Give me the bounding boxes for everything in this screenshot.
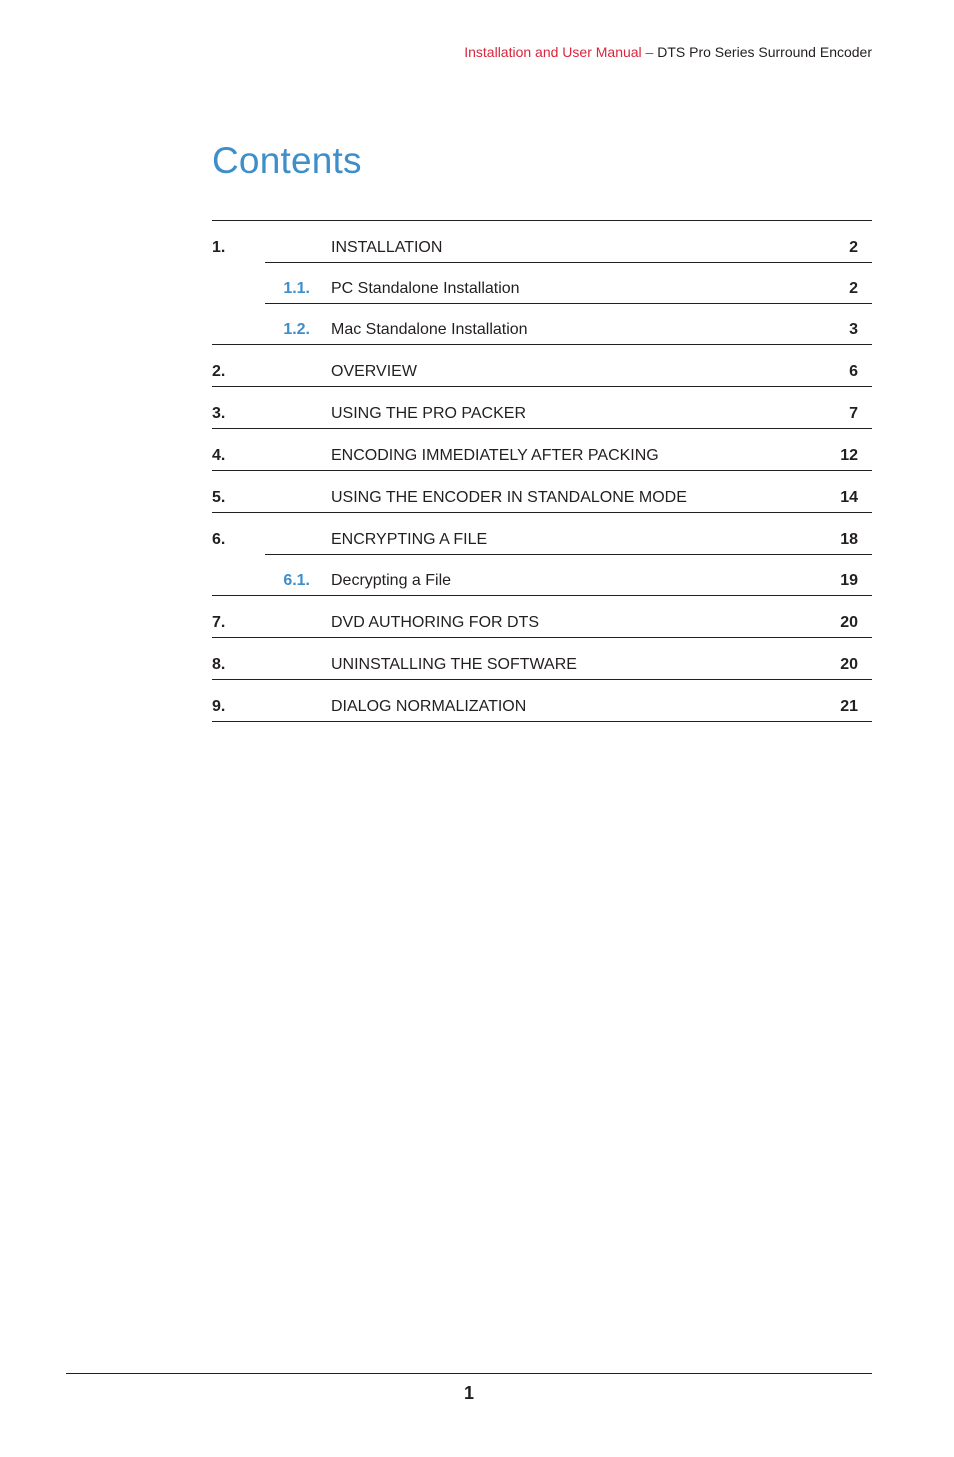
toc-subentry-page: 19 [840,572,858,589]
toc-subentry-label: Mac Standalone Installation [331,321,528,338]
toc-entry[interactable] [212,680,872,722]
toc-subentry-number: 6.1. [283,572,310,589]
toc-entry[interactable] [212,387,872,429]
toc-entry-page: 21 [840,698,858,715]
toc-entry-label: USING THE ENCODER IN STANDALONE MODE [331,489,687,506]
footer-divider [66,1373,872,1374]
toc-entry-label: DVD AUTHORING FOR DTS [331,614,540,631]
toc-entry[interactable] [212,429,872,471]
toc-entry-number: 2. [212,363,226,380]
toc-entry-page: 2 [849,239,858,256]
toc-entry-number: 8. [212,656,226,673]
toc-entry-label: OVERVIEW [331,363,417,380]
page-number: 1 [463,1383,474,1403]
toc-entry[interactable] [212,513,872,554]
toc-subentry[interactable] [212,303,872,345]
document-title: DTS Pro Series Surround Encoder [657,44,872,60]
manual-label: Installation and User Manual – [464,44,658,60]
toc-entry-page: 20 [840,614,858,631]
toc-subentry-label: Decrypting a File [331,572,452,589]
toc-entry-page: 12 [840,447,858,464]
toc-entry-page: 6 [849,363,858,380]
toc-entry[interactable] [212,345,872,387]
toc-entry-number: 4. [212,447,226,464]
toc-entry-number: 9. [212,698,226,715]
toc-entry-label: ENCODING IMMEDIATELY AFTER PACKING [331,447,659,464]
toc-entry-page: 14 [840,489,858,506]
toc-entry[interactable] [212,596,872,638]
toc-entry-number: 7. [212,614,226,631]
toc-entry-label: USING THE PRO PACKER [331,405,526,422]
page-title: Contents [212,140,362,181]
toc-subentry[interactable] [212,262,872,303]
toc-entry-page: 7 [849,405,858,422]
toc-entry-number: 5. [212,489,226,506]
toc-entry-label: INSTALLATION [331,239,443,256]
running-header [464,44,872,60]
toc-subentry-label: PC Standalone Installation [331,280,520,297]
toc-entry-number: 1. [212,239,226,256]
toc-entry-label: ENCRYPTING A FILE [331,531,488,548]
table-of-contents [212,220,872,722]
toc-subentry-page: 3 [849,321,858,338]
toc-entry[interactable] [212,638,872,680]
toc-entry[interactable] [212,221,872,262]
toc-entry-page: 18 [840,531,858,548]
toc-subentry-number: 1.1. [283,280,310,297]
toc-entry-label: DIALOG NORMALIZATION [331,698,527,715]
toc-entry[interactable] [212,471,872,513]
toc-subentry-number: 1.2. [283,321,310,338]
toc-entry-page: 20 [840,656,858,673]
toc-subentry-page: 2 [849,280,858,297]
toc-entry-label: UNINSTALLING THE SOFTWARE [331,656,577,673]
toc-subentry[interactable] [212,554,872,596]
toc-entry-number: 6. [212,531,226,548]
toc-entry-number: 3. [212,405,226,422]
